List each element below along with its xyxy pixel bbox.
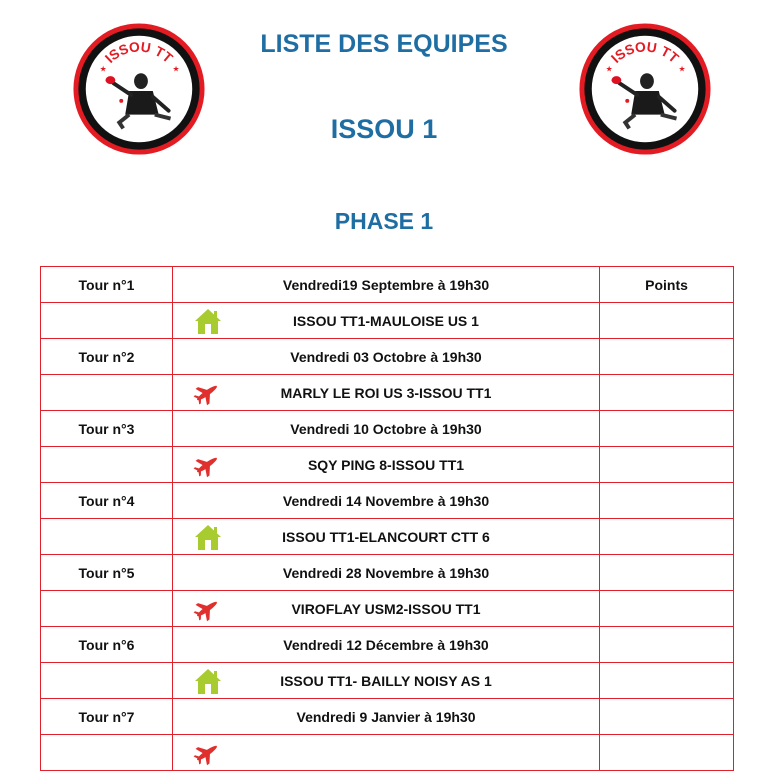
match-row [41, 303, 734, 339]
svg-text:ISSOU TT: ISSOU TT [102, 39, 176, 66]
points-cell [600, 591, 734, 627]
points-cell [600, 519, 734, 555]
match-name: MARLY LE ROI US 3-ISSOU TT1 [280, 384, 492, 401]
tour-label: Tour n°3 [41, 411, 173, 447]
points-cell [600, 735, 734, 771]
match-name: VIROFLAY USM2-ISSOU TT1 [291, 600, 481, 617]
tour-row [41, 267, 734, 303]
tour-date: Vendredi 10 Octobre à 19h30 [173, 411, 600, 447]
svg-text:★: ★ [99, 64, 107, 74]
match-cell [173, 519, 600, 555]
points-cell [600, 375, 734, 411]
tour-date: Vendredi 9 Janvier à 19h30 [173, 699, 600, 735]
empty-cell [41, 447, 173, 483]
points-cell [600, 411, 734, 447]
schedule-table [40, 266, 734, 771]
match-name: ISSOU TT1-MAULOISE US 1 [293, 312, 479, 329]
tour-date: Vendredi19 Septembre à 19h30 [173, 267, 600, 303]
points-cell [600, 303, 734, 339]
tour-date: Vendredi 14 Novembre à 19h30 [173, 483, 600, 519]
points-cell [600, 339, 734, 375]
match-row [41, 591, 734, 627]
tour-row [41, 699, 734, 735]
svg-text:★: ★ [605, 64, 613, 74]
match-cell [173, 591, 600, 627]
points-cell: Points [600, 267, 734, 303]
points-cell [600, 663, 734, 699]
svg-text:★: ★ [172, 64, 180, 74]
match-row [41, 519, 734, 555]
tour-date: Vendredi 03 Octobre à 19h30 [173, 339, 600, 375]
tour-label: Tour n°1 [41, 267, 173, 303]
points-cell [600, 447, 734, 483]
plane-icon [193, 452, 221, 478]
points-cell [600, 483, 734, 519]
match-name: ISSOU TT1- BAILLY NOISY AS 1 [280, 672, 492, 689]
team-name: ISSOU 1 [330, 114, 438, 144]
schedule-body [41, 267, 734, 771]
match-cell [173, 375, 600, 411]
home-icon [193, 307, 223, 335]
match-row [41, 663, 734, 699]
points-cell [600, 627, 734, 663]
tour-label: Tour n°5 [41, 555, 173, 591]
match-name: ISSOU TT1-ELANCOURT CTT 6 [282, 528, 490, 545]
match-cell [173, 735, 600, 771]
match-cell [173, 663, 600, 699]
tour-label: Tour n°4 [41, 483, 173, 519]
match-cell [173, 303, 600, 339]
tour-date: Vendredi 12 Décembre à 19h30 [173, 627, 600, 663]
tour-row [41, 627, 734, 663]
phase-title: PHASE 1 [334, 208, 434, 234]
match-cell [173, 447, 600, 483]
tour-row [41, 339, 734, 375]
empty-cell [41, 375, 173, 411]
tour-label: Tour n°2 [41, 339, 173, 375]
svg-text:★: ★ [678, 64, 686, 74]
tour-row [41, 483, 734, 519]
svg-text:ISSOU TT: ISSOU TT [608, 39, 682, 66]
plane-icon [193, 596, 221, 622]
points-cell [600, 555, 734, 591]
plane-icon [193, 740, 221, 766]
tour-label: Tour n°7 [41, 699, 173, 735]
match-name: SQY PING 8-ISSOU TT1 [307, 456, 465, 473]
home-icon [193, 667, 223, 695]
tour-row [41, 555, 734, 591]
empty-cell [41, 735, 173, 771]
tour-row [41, 411, 734, 447]
match-row [41, 375, 734, 411]
empty-cell [41, 519, 173, 555]
page-title: LISTE DES EQUIPES [260, 30, 508, 58]
match-row [41, 735, 734, 771]
empty-cell [41, 591, 173, 627]
tour-date: Vendredi 28 Novembre à 19h30 [173, 555, 600, 591]
empty-cell [41, 303, 173, 339]
empty-cell [41, 663, 173, 699]
points-cell [600, 699, 734, 735]
home-icon [193, 523, 223, 551]
tour-label: Tour n°6 [41, 627, 173, 663]
match-row [41, 447, 734, 483]
plane-icon [193, 380, 221, 406]
